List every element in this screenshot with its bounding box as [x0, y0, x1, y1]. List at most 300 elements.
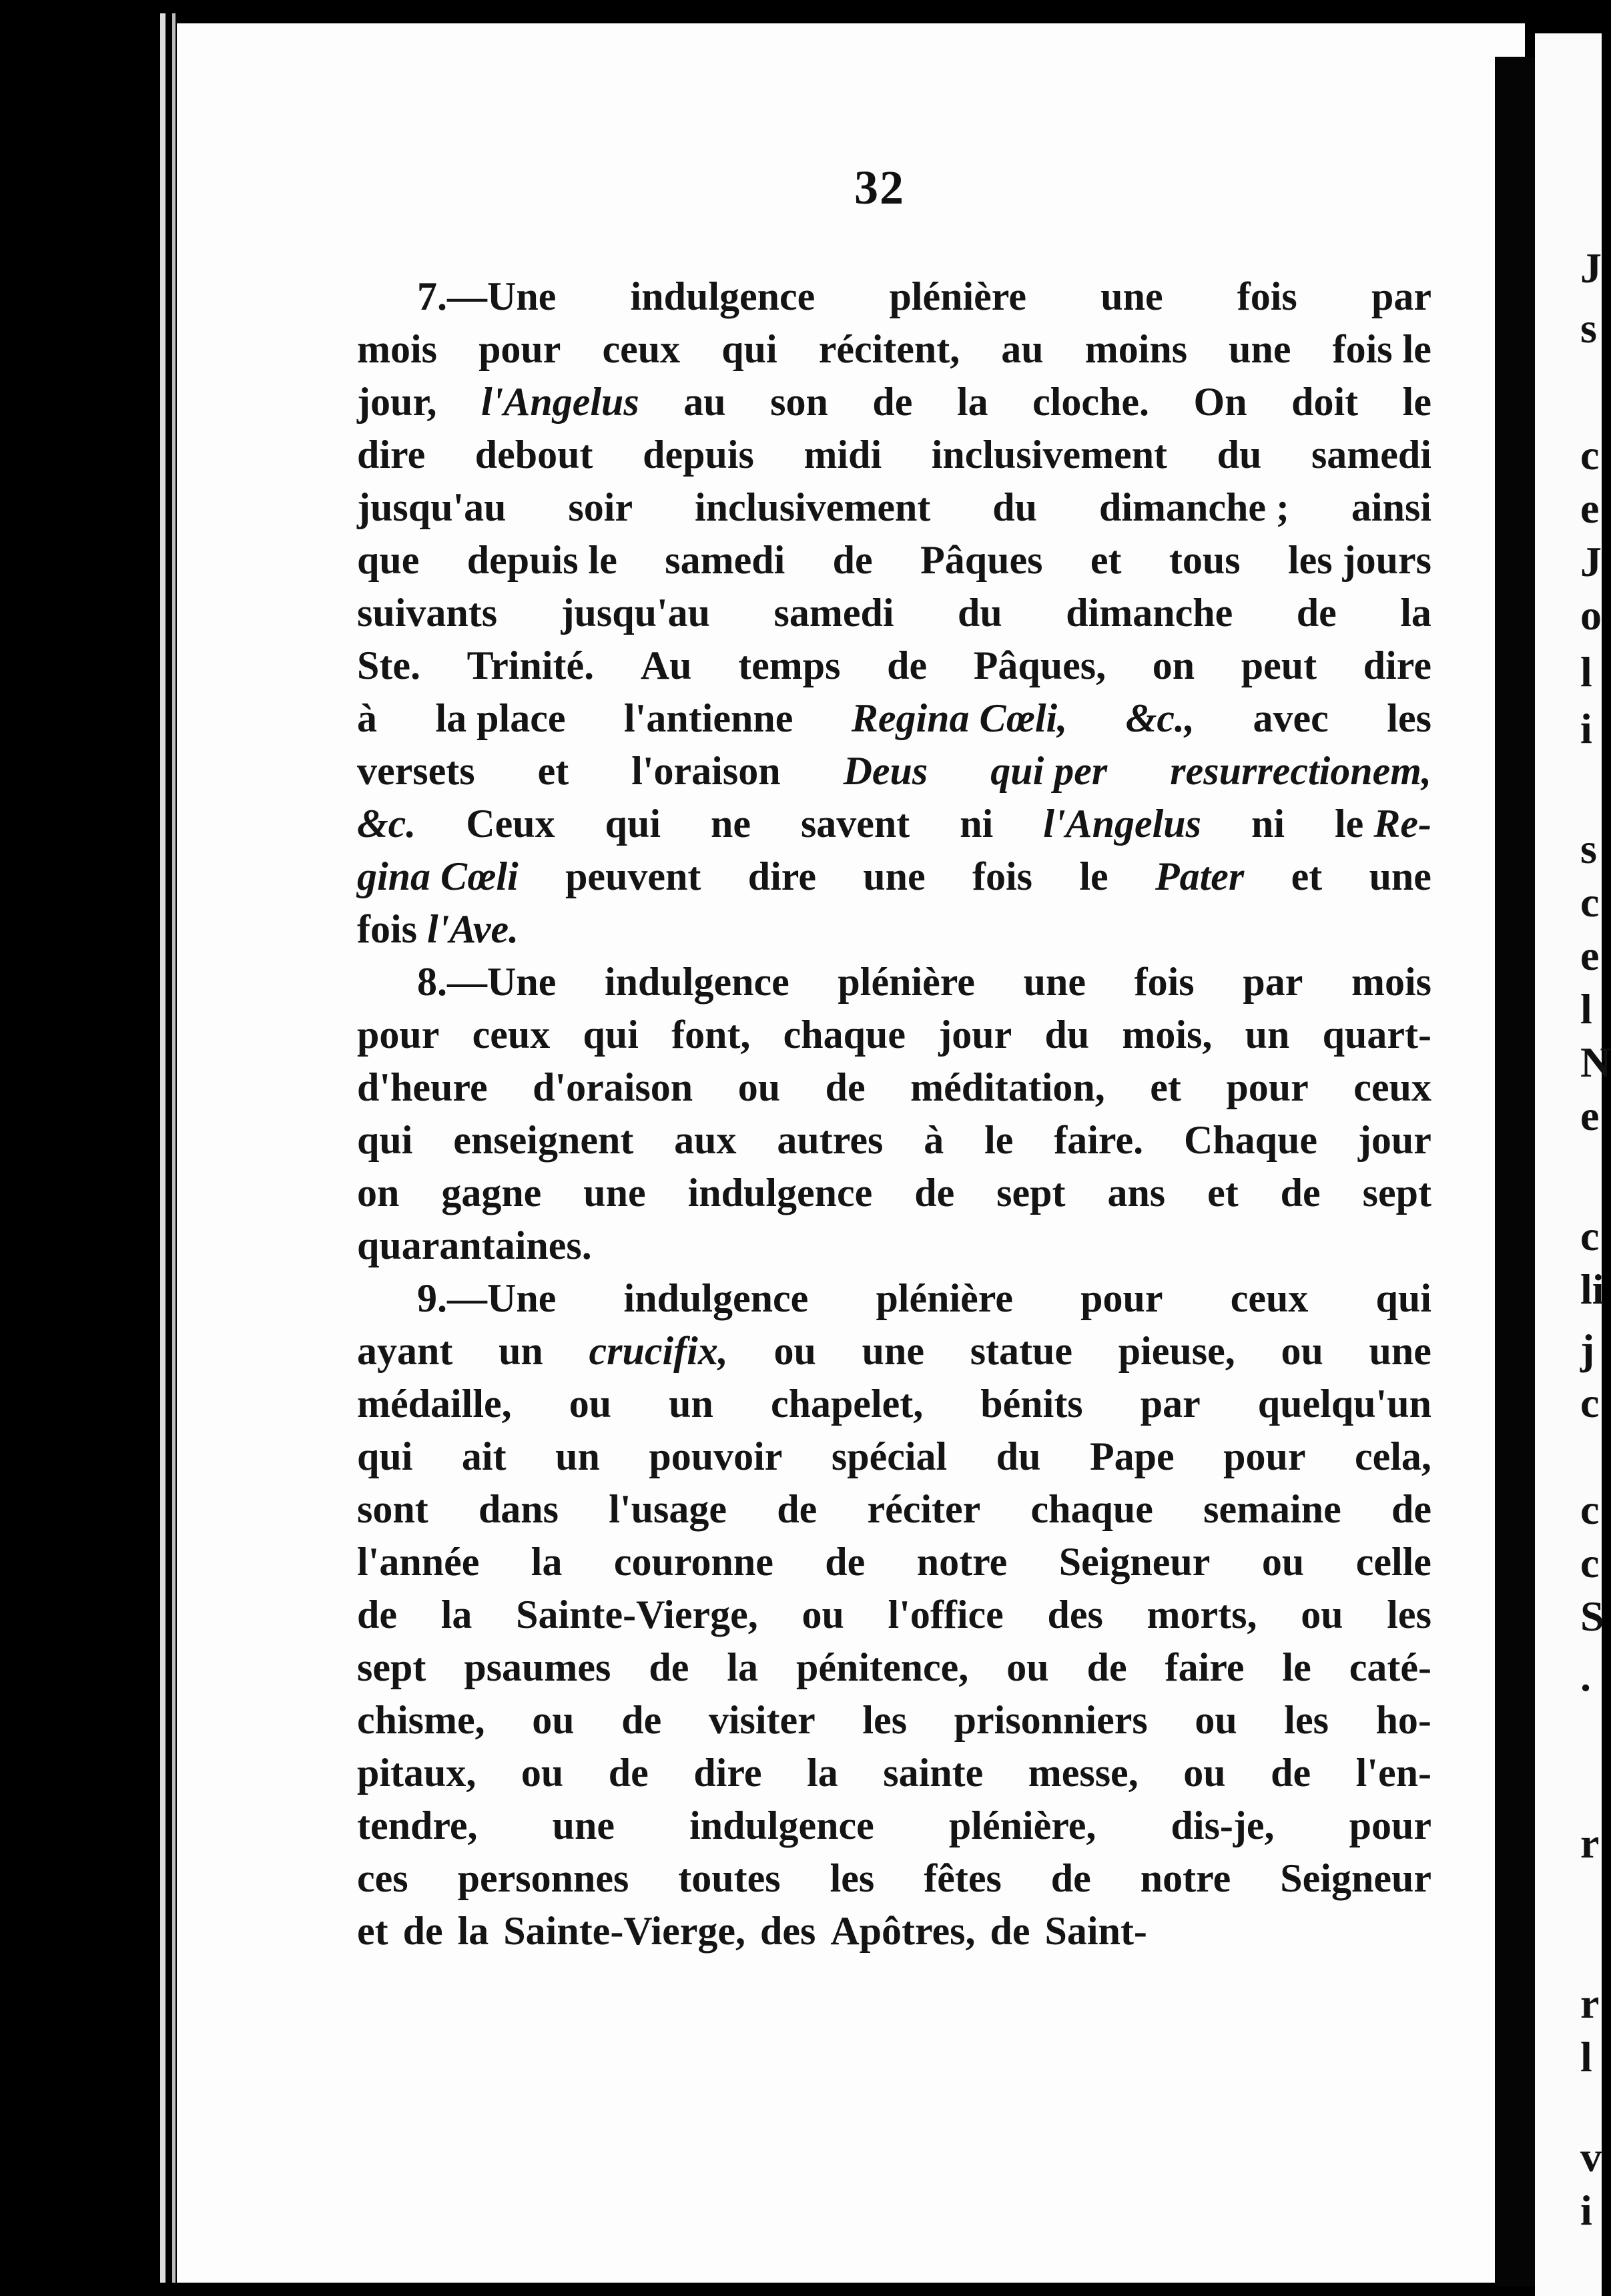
text-line [357, 1009, 1431, 1061]
word: l'antienne [623, 696, 793, 740]
word: du [1217, 433, 1262, 477]
word: dis-je, [1171, 1803, 1275, 1847]
word: 9.—Une [417, 1276, 557, 1320]
word: de [1271, 1751, 1311, 1795]
word: fois [1237, 274, 1297, 318]
word: Regina Cœli, [851, 696, 1068, 740]
word: notre [916, 1540, 1008, 1584]
word: un [499, 1329, 543, 1373]
word: fois [972, 854, 1032, 898]
text-line [357, 745, 1431, 798]
text-line [357, 1061, 1431, 1114]
word: par [1371, 274, 1431, 318]
word: de [357, 1593, 397, 1637]
facing-page-letter: v [1580, 2133, 1602, 2181]
word: l'en- [1355, 1751, 1431, 1795]
word: semaine [1203, 1487, 1341, 1531]
facing-page-letter: l [1580, 985, 1592, 1033]
text-line [357, 1167, 1431, 1219]
word: pour [357, 1013, 440, 1057]
text-line [357, 1589, 1431, 1641]
word: ou [801, 1593, 844, 1637]
word: la [956, 380, 988, 424]
word: de [402, 1909, 443, 1953]
text-line [357, 798, 1431, 850]
facing-page-letter: c [1580, 1486, 1600, 1533]
word: avec [1253, 696, 1329, 740]
word: et [537, 749, 569, 793]
word: Pater [1155, 854, 1245, 898]
word: le [1282, 1645, 1311, 1689]
word: une [1369, 1329, 1431, 1373]
word: par [1140, 1382, 1201, 1426]
word: indulgence [605, 960, 789, 1004]
word: au [683, 380, 726, 424]
word: faire [1165, 1645, 1245, 1689]
word: Sainte-Vierge, [516, 1593, 758, 1637]
word: pour [1226, 1065, 1309, 1109]
word: versets [357, 749, 475, 793]
word: Sainte-Vierge, [503, 1909, 745, 1953]
word: on [357, 1171, 400, 1215]
word: pour [478, 327, 561, 371]
text-line [357, 850, 1431, 903]
facing-page-letter: i [1580, 2187, 1592, 2234]
word: de [832, 538, 873, 582]
word: debout [474, 433, 593, 477]
word: resurrectionem, [1170, 749, 1431, 793]
word: récitent, [818, 327, 960, 371]
word: les [862, 1698, 908, 1742]
text-line [357, 1325, 1431, 1378]
word: psaumes [464, 1645, 611, 1689]
word: la [531, 1540, 563, 1584]
word: chaque [783, 1013, 906, 1057]
word: la place [435, 696, 566, 740]
facing-page-letter: N [1580, 1039, 1611, 1086]
text-line [357, 481, 1431, 534]
word: Ceux [466, 802, 555, 846]
word: &c. [357, 802, 416, 846]
word: l'oraison [631, 749, 781, 793]
word: aux [674, 1118, 737, 1162]
word: Seigneur [1058, 1540, 1211, 1584]
word: qui [605, 802, 661, 846]
word: et [1291, 854, 1323, 898]
facing-page-letter: e [1580, 485, 1600, 532]
word: l'Angelus [481, 380, 639, 424]
word: de [825, 1540, 866, 1584]
paragraph [357, 1272, 1431, 1958]
word: moins [1084, 327, 1188, 371]
word: de [1296, 591, 1337, 635]
word: visiter [708, 1698, 816, 1742]
word: inclusivement [695, 485, 931, 529]
facing-page-letter: r [1580, 1819, 1600, 1867]
word: sont [357, 1487, 428, 1531]
word: prisonniers [954, 1698, 1148, 1742]
word: Ste. [357, 643, 420, 687]
word: et [1150, 1065, 1181, 1109]
word: de [608, 1751, 649, 1795]
word: morts, [1147, 1593, 1257, 1637]
facing-page-letter: J [1580, 244, 1602, 292]
word: de [1391, 1487, 1431, 1531]
word: &c., [1125, 696, 1195, 740]
word: fêtes [924, 1856, 1002, 1900]
facing-page-letter: r [1580, 1980, 1600, 2027]
word: 7.—Une [417, 274, 557, 318]
word: chaque [1030, 1487, 1153, 1531]
word: de [649, 1645, 689, 1689]
word: mois [1351, 960, 1431, 1004]
word: ceux [1230, 1276, 1309, 1320]
word: suivants [357, 591, 498, 635]
word: une [1369, 854, 1431, 898]
word: autres [777, 1118, 884, 1162]
facing-page-letter: c [1580, 1212, 1600, 1259]
word: de [872, 380, 913, 424]
word: ou [1281, 1329, 1323, 1373]
facing-page-letter: e [1580, 932, 1600, 979]
word: Trinité. [466, 643, 595, 687]
word: et [357, 1909, 388, 1953]
word: pour [1349, 1803, 1431, 1847]
facing-page-letter: j [1580, 1326, 1595, 1373]
word: les jours [1287, 538, 1431, 582]
word: sept [1362, 1171, 1431, 1215]
word: dire [357, 433, 426, 477]
word: pour [1223, 1434, 1306, 1478]
word: les [1284, 1698, 1329, 1742]
word: pénitence, [796, 1645, 969, 1689]
word: 8.—Une [417, 960, 557, 1004]
word: plénière, [948, 1803, 1096, 1847]
word: sept [996, 1171, 1066, 1215]
word: celle [1355, 1540, 1431, 1584]
facing-page-letter: s [1580, 825, 1597, 872]
word: les [830, 1856, 875, 1900]
page-spine-shadow [1495, 57, 1535, 2286]
word: l'année [357, 1540, 480, 1584]
word: dire [747, 854, 816, 898]
text-line [357, 587, 1431, 639]
word: dire [693, 1751, 762, 1795]
word: Pâques, [973, 643, 1106, 687]
word: méditation, [910, 1065, 1105, 1109]
word: ni [960, 802, 994, 846]
word: ces [357, 1856, 408, 1900]
word: toutes [678, 1856, 781, 1900]
text-line [357, 956, 1431, 1009]
word: depuis le [466, 538, 617, 582]
word: savent [800, 802, 910, 846]
word: qui [583, 1013, 639, 1057]
word: mois [357, 327, 437, 371]
word: ou [1006, 1645, 1049, 1689]
word: réciter [867, 1487, 981, 1531]
text-line [357, 1430, 1431, 1483]
word: des [1047, 1593, 1103, 1637]
word: couronne [613, 1540, 773, 1584]
facing-page-letter: c [1580, 1539, 1600, 1587]
word: jusqu'au [357, 485, 507, 529]
word: une [863, 854, 926, 898]
word: de [777, 1487, 818, 1531]
text-line [357, 1378, 1431, 1430]
word: jour, [357, 380, 437, 424]
word: ayant [357, 1329, 453, 1373]
word: de [621, 1698, 662, 1742]
facing-page-letter: s [1580, 304, 1597, 352]
word: cloche. [1032, 380, 1150, 424]
word: la [440, 1593, 472, 1637]
text-line [357, 1114, 1431, 1167]
word: jour [938, 1013, 1012, 1057]
page-number: 32 [854, 161, 905, 214]
word: ans [1107, 1171, 1166, 1215]
word: plénière [876, 1276, 1013, 1320]
word: qui [357, 1118, 413, 1162]
word: caté- [1349, 1645, 1431, 1689]
word: tendre, [357, 1803, 478, 1847]
word: Chaque [1183, 1118, 1318, 1162]
word: quelqu'un [1257, 1382, 1431, 1426]
word: Pâques [920, 538, 1043, 582]
word: que [357, 538, 420, 582]
facing-page-letter: c [1580, 878, 1600, 926]
word: ceux [1353, 1065, 1431, 1109]
word: dire [1363, 643, 1431, 687]
word: le [1079, 854, 1108, 898]
word: ceux [472, 1013, 551, 1057]
word: bénits [980, 1382, 1083, 1426]
word: les [1387, 1593, 1431, 1637]
text-line [357, 1641, 1431, 1694]
word: sainte [883, 1751, 984, 1795]
word: ne [710, 802, 751, 846]
facing-page-letter: o [1580, 591, 1602, 639]
facing-page-letter: li [1580, 1265, 1604, 1313]
word: soir [568, 485, 633, 529]
binding-gutter [0, 0, 167, 2296]
word: tous [1169, 538, 1241, 582]
word: ou [1261, 1540, 1305, 1584]
word: notre [1140, 1856, 1231, 1900]
word: une [583, 1171, 646, 1215]
word: fois l'Ave. [357, 907, 519, 951]
text-line [357, 1747, 1431, 1799]
word: dimanche [1066, 591, 1233, 635]
text-line [357, 376, 1431, 428]
word: de [914, 1171, 955, 1215]
paragraph [357, 270, 1431, 956]
word: la [457, 1909, 489, 1953]
word: cela, [1354, 1434, 1431, 1478]
text-line [357, 639, 1431, 692]
body-text [357, 270, 1431, 1958]
word: ainsi [1351, 485, 1431, 529]
text-line [357, 1483, 1431, 1536]
word: qui [1375, 1276, 1431, 1320]
word: personnes [457, 1856, 629, 1900]
word: ceux [602, 327, 681, 371]
word: d'oraison [533, 1065, 693, 1109]
facing-page-letter: c [1580, 1379, 1600, 1426]
word: On [1193, 380, 1247, 424]
text-line [357, 1536, 1431, 1589]
word: Apôtres, [830, 1909, 976, 1953]
text-line [357, 692, 1431, 745]
word: de [887, 643, 928, 687]
text-line [357, 428, 1431, 481]
word: ou [1301, 1593, 1343, 1637]
word: qui [357, 1434, 413, 1478]
word: un [1245, 1013, 1290, 1057]
facing-page-letter: . [1580, 1653, 1591, 1700]
word: et [1090, 538, 1122, 582]
word: mois, [1122, 1013, 1213, 1057]
word: de [1050, 1856, 1091, 1900]
word: plénière [889, 274, 1026, 318]
text-line [357, 1272, 1431, 1325]
facing-page-letter: S [1580, 1593, 1604, 1640]
word: la [807, 1751, 838, 1795]
word: une [552, 1803, 615, 1847]
word: gagne [441, 1171, 542, 1215]
word: chisme, [357, 1698, 485, 1742]
word: indulgence [687, 1171, 873, 1215]
word: des [759, 1909, 816, 1953]
word: indulgence [623, 1276, 809, 1320]
word: ou [773, 1329, 816, 1373]
word: depuis [643, 433, 754, 477]
word: qui [721, 327, 777, 371]
word: la [727, 1645, 759, 1689]
word: chapelet, [770, 1382, 924, 1426]
word: le [1402, 380, 1431, 424]
word: indulgence [630, 274, 816, 318]
text-line [357, 323, 1431, 376]
word: une [1023, 960, 1086, 1004]
word: l'Angelus [1043, 802, 1202, 846]
word: à [357, 696, 377, 740]
word: ou [1183, 1751, 1226, 1795]
text-line [357, 270, 1431, 323]
word: l'office [888, 1593, 1004, 1637]
word: Pape [1089, 1434, 1175, 1478]
word: le [984, 1118, 1014, 1162]
word: son [770, 380, 828, 424]
word: quart- [1322, 1013, 1431, 1057]
word: pour [1080, 1276, 1163, 1320]
word: spécial [831, 1434, 948, 1478]
word: à [924, 1118, 944, 1162]
word: faire. [1054, 1118, 1144, 1162]
word: samedi [1311, 433, 1431, 477]
word: de [990, 1909, 1030, 1953]
word: samedi [773, 591, 894, 635]
text-line [357, 1799, 1431, 1852]
word: qui per [990, 749, 1108, 793]
word: Deus [843, 749, 928, 793]
text-line [357, 1905, 1431, 1958]
facing-page-letter: J [1580, 538, 1602, 585]
word: peut [1241, 643, 1317, 687]
word: de [1280, 1171, 1321, 1215]
binding-edge-line [172, 13, 176, 2283]
word: enseignent [453, 1118, 634, 1162]
text-line [357, 1694, 1431, 1747]
word: indulgence [689, 1803, 874, 1847]
word: par [1243, 960, 1303, 1004]
word: font, [671, 1013, 751, 1057]
word: samedi [665, 538, 785, 582]
word: doit [1291, 380, 1359, 424]
word: une [1229, 327, 1291, 371]
word: du [1044, 1013, 1090, 1057]
word: de [1086, 1645, 1127, 1689]
word: ou [1195, 1698, 1237, 1742]
word: Saint- [1044, 1909, 1147, 1953]
word: pouvoir [649, 1434, 783, 1478]
word: dimanche ; [1098, 485, 1289, 529]
word: ou [532, 1698, 575, 1742]
word: de [825, 1065, 866, 1109]
word: l'usage [609, 1487, 727, 1531]
binding-edge-line [160, 13, 166, 2283]
word: un [669, 1382, 713, 1426]
word: le Re- [1335, 802, 1431, 846]
word: et [1207, 1171, 1239, 1215]
word: ni [1251, 802, 1285, 846]
word: jour [1357, 1118, 1431, 1162]
word: Seigneur [1280, 1856, 1431, 1900]
word: on [1152, 643, 1195, 687]
word: du [992, 485, 1038, 529]
facing-page-letter: c [1580, 431, 1600, 479]
word: temps [738, 643, 841, 687]
facing-page-letter: e [1580, 1092, 1600, 1139]
word: pitaux, [357, 1751, 476, 1795]
facing-page-letter: l [1580, 648, 1592, 695]
word: midi [803, 433, 882, 477]
facing-page-edge [1535, 33, 1611, 2296]
word: du [958, 591, 1002, 635]
word: du [996, 1434, 1041, 1478]
word: ou [521, 1751, 564, 1795]
word: pieuse, [1118, 1329, 1235, 1373]
word: peuvent [565, 854, 701, 898]
word: plénière [838, 960, 975, 1004]
word: la [1400, 591, 1431, 635]
word: fois le [1332, 327, 1431, 371]
word: messe, [1028, 1751, 1139, 1795]
word: dans [478, 1487, 559, 1531]
word: gina Cœli [357, 854, 519, 898]
word: ho- [1375, 1698, 1431, 1742]
word: quarantaines. [357, 1223, 592, 1267]
word: statue [970, 1329, 1072, 1373]
word: inclusivement [931, 433, 1168, 477]
facing-page-letter: l [1580, 2033, 1592, 2080]
word: médaille, [357, 1382, 512, 1426]
word: les [1387, 696, 1431, 740]
word: d'heure [357, 1065, 488, 1109]
text-line [357, 1219, 1431, 1272]
word: un [555, 1434, 600, 1478]
word: au [1001, 327, 1044, 371]
